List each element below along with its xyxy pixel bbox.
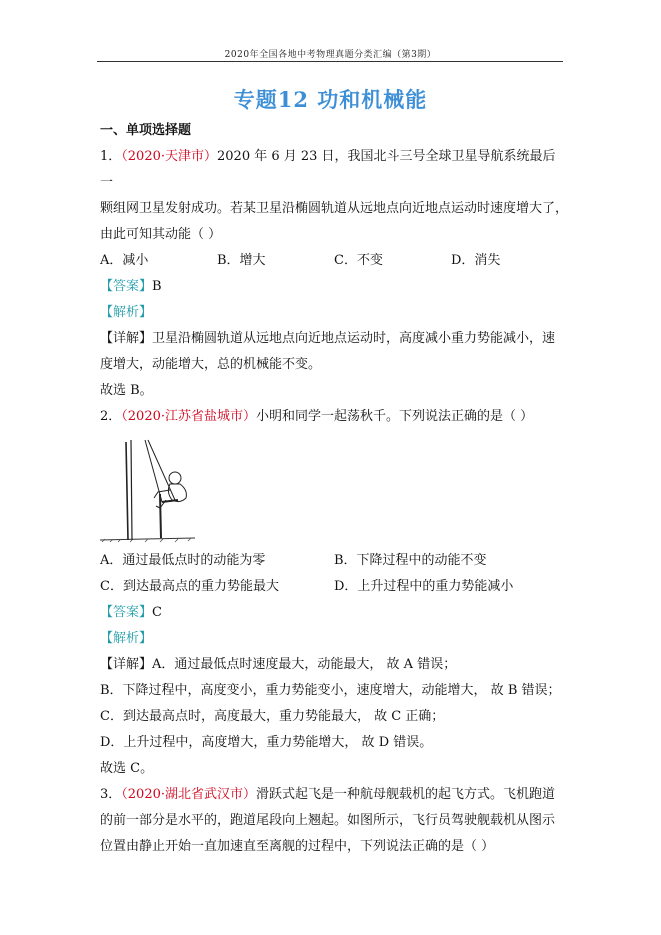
q1-detail-line1: 卫星沿椭圆轨道从远地点向近地点运动时，高度减小重力势能减小，速 xyxy=(152,331,556,346)
q3-number: 3． xyxy=(100,787,122,802)
q2-number: 2． xyxy=(100,409,122,424)
q2-option-b: B．下降过程中的动能不变 xyxy=(334,553,487,568)
q2-detail-a xyxy=(100,652,568,678)
document-body xyxy=(100,118,568,860)
q2-detail-d: D．上升过程中，高度增大，重力势能增大， 故 D 错误。 xyxy=(100,735,433,750)
q3-stem-line2: 的前一部分是水平的，跑道尾段向上翘起。如图所示，飞行员驾驶舰载机从图示 xyxy=(100,813,556,828)
q1-option-d: D．消失 xyxy=(451,253,501,268)
q1-detail-line2: 度增大，动能增大，总的机械能不变。 xyxy=(100,357,322,372)
q1-options xyxy=(100,248,568,274)
q2-option-c: C．到达最高点的重力势能最大 xyxy=(100,579,279,594)
q2-options-row1 xyxy=(100,548,568,574)
q1-conclusion: 故选 B。 xyxy=(100,383,153,398)
q1-stem-line1: 2020 年 6 月 23 日，我国北斗三号全球卫星导航系统最后一 xyxy=(100,149,556,190)
q2-options-row2 xyxy=(100,574,568,600)
answer-label: 【答案】 xyxy=(100,605,153,620)
swing-illustration xyxy=(100,434,200,546)
detail-label: 【详解】 xyxy=(100,657,153,672)
swing-figure xyxy=(100,430,568,548)
q1-source: （2020·天津市） xyxy=(121,149,217,164)
q2-detail-a-text: A．通过最低点时速度最大，动能最大， 故 A 错误； xyxy=(152,657,457,672)
detail-label: 【详解】 xyxy=(100,331,153,346)
answer-label: 【答案】 xyxy=(100,279,153,294)
q2-option-d: D．上升过程中的重力势能减小 xyxy=(334,579,514,594)
q2-conclusion: 故选 C。 xyxy=(100,761,154,776)
q1-stem-line3: 由此可知其动能（ ） xyxy=(100,227,222,242)
page-header: 2020年全国各地中考物理真题分类汇编（第3期） xyxy=(224,50,437,60)
q3-stem xyxy=(100,782,568,808)
q1-detail xyxy=(100,326,568,352)
q3-source: （2020·湖北省武汉市） xyxy=(121,787,256,802)
q3-stem-line1: 滑跃式起飞是一种航母舰载机的起飞方式。飞机跑道 xyxy=(256,787,556,802)
q2-stem-text: 小明和同学一起荡秋千。下列说法正确的是（ ） xyxy=(256,409,534,424)
header-rule xyxy=(97,61,563,62)
q1-stem xyxy=(100,144,568,196)
q1-answer-value: B xyxy=(152,279,162,294)
q2-answer-value: C xyxy=(152,605,162,620)
q2-source: （2020·江苏省盐城市） xyxy=(121,409,256,424)
q2-answer xyxy=(100,600,568,626)
q1-option-b: B．增大 xyxy=(217,253,266,268)
q2-detail-b: B．下降过程中，高度变小，重力势能变小，速度增大，动能增大， 故 B 错误； xyxy=(100,683,561,698)
q1-analysis-label: 【解析】 xyxy=(100,305,153,320)
section-heading: 一、单项选择题 xyxy=(100,123,192,138)
q3-stem-line3: 位置由静止开始一直加速直至离舰的过程中，下列说法正确的是（ ） xyxy=(100,839,495,854)
q2-detail-c: C．到达最高点时，高度最大，重力势能最大， 故 C 正确； xyxy=(100,709,445,724)
page-title: 专题12 功和机械能 xyxy=(233,87,428,112)
q1-option-c: C．不变 xyxy=(334,253,383,268)
q2-option-a: A．通过最低点时的动能为零 xyxy=(100,553,266,568)
q2-analysis-label: 【解析】 xyxy=(100,631,153,646)
q1-answer xyxy=(100,274,568,300)
q1-option-a: A．减小 xyxy=(100,253,149,268)
q2-stem xyxy=(100,404,568,430)
q1-stem-line2: 颗组网卫星发射成功。若某卫星沿椭圆轨道从远地点向近地点运动时速度增大了， xyxy=(100,201,569,216)
q1-number: 1． xyxy=(100,149,122,164)
